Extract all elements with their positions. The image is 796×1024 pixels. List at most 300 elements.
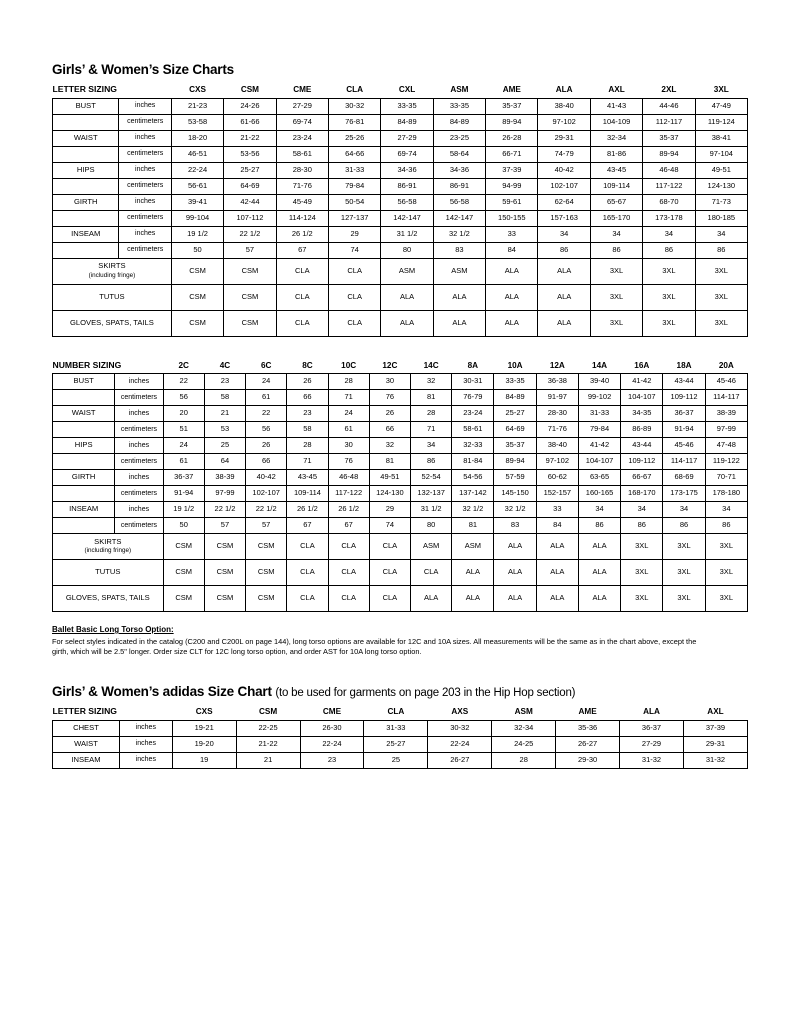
table-row [53,146,748,162]
table-cell: 32 [411,374,452,390]
table-cell: 36-37 [163,470,204,486]
table-cell: 91-97 [536,390,578,406]
table-cell: 22-24 [171,162,223,178]
table-cell: 28-30 [536,406,578,422]
row-label [53,454,115,470]
table-cell: 31-32 [620,752,684,768]
row-unit: centimeters [119,146,171,162]
table-cell: 30 [328,438,369,454]
table-cell: 71 [411,422,452,438]
table-cell: CSM [163,534,204,560]
table-cell: 97-102 [538,114,590,130]
col-header: 8C [287,359,328,374]
table-cell: 3XL [643,310,695,336]
table-cell: 86 [590,242,642,258]
row-label [53,242,119,258]
table-row [53,258,748,284]
table-cell: 22 1/2 [246,502,287,518]
table-cell: 24 [246,374,287,390]
table-cell: CSM [246,560,287,586]
table-cell: 69-74 [276,114,328,130]
col-header: AME [486,83,538,98]
table-cell: 56-58 [433,194,485,210]
table-cell: 86 [643,242,695,258]
row-label [53,210,119,226]
long-torso-note-text: For select styles indicated in the catalog (C200 and C200L on page 144), long torso options are available for 12C and 10A sizes. All measurements will be the same as in the chart above, except the girth, which will be 2.5" longer. Order size CLT for 12C long torso option, and order AST for 10A long torso option. [52,636,697,657]
table-cell: CSM [163,560,204,586]
table-cell: 24-26 [224,98,276,114]
table-cell: ALA [578,534,620,560]
table-cell: 20 [163,406,204,422]
adidas-title-main: Girls’ & Women’s adidas Size Chart [52,684,272,700]
table-cell: CLA [411,560,452,586]
table-cell: ALA [536,534,578,560]
row-label [53,518,115,534]
table-cell: 23 [204,374,245,390]
table-cell: CLA [287,534,328,560]
table-cell: CSM [204,534,245,560]
table-cell: ALA [486,258,538,284]
table-row [53,486,748,502]
table-cell: 25-27 [224,162,276,178]
row-unit: inches [119,98,171,114]
table-cell: 45-49 [276,194,328,210]
table-cell: 74-79 [538,146,590,162]
table-cell: 86-91 [433,178,485,194]
table-cell: 25-27 [494,406,536,422]
table-row [53,310,748,336]
table-cell: 3XL [643,258,695,284]
table-cell: CSM [224,258,276,284]
table-cell: 66 [369,422,410,438]
table-cell: 19 1/2 [163,502,204,518]
table-cell: 34 [538,226,590,242]
row-unit: inches [119,736,172,752]
table-cell: 47-48 [705,438,747,454]
table-cell: 80 [381,242,433,258]
table-cell: ASM [411,534,452,560]
table-cell: 3XL [663,586,705,612]
table-cell: CLA [369,586,410,612]
table-cell: 109-114 [590,178,642,194]
table-row [53,178,748,194]
table-cell: 41-42 [621,374,663,390]
table-cell: 3XL [643,284,695,310]
col-header: ASM [433,83,485,98]
table-cell: 47-49 [695,98,747,114]
col-header: AXS [428,705,492,720]
table-cell: 33 [536,502,578,518]
row-label: INSEAM [53,752,120,768]
table-cell: ALA [494,586,536,612]
table-cell: 43-45 [590,162,642,178]
col-header: 20A [705,359,747,374]
table-cell: CLA [276,284,328,310]
row-label [53,146,119,162]
table-cell: 89-94 [486,114,538,130]
row-label: WAIST [53,406,115,422]
table-cell: 117-122 [643,178,695,194]
table-cell: 81-84 [452,454,494,470]
table-cell: 58 [204,390,245,406]
row-label: BUST [53,98,119,114]
table-cell: CLA [276,258,328,284]
row-label [53,486,115,502]
table-cell: ALA [494,534,536,560]
table-cell: 79-84 [578,422,620,438]
table-cell: 52-54 [411,470,452,486]
table-cell: 58-64 [433,146,485,162]
table-cell: 41-43 [590,98,642,114]
table-cell: 64-69 [494,422,536,438]
table-cell: 76-79 [452,390,494,406]
table-row [53,470,748,486]
table-cell: 57-59 [494,470,536,486]
table-cell: 26 1/2 [328,502,369,518]
table-cell: 53-58 [171,114,223,130]
table-cell: 142-147 [433,210,485,226]
table-cell: 83 [494,518,536,534]
table-cell: 33-35 [433,98,485,114]
table-cell: 67 [328,518,369,534]
table-cell: 86 [538,242,590,258]
table-cell: 34 [695,226,747,242]
table-cell: 3XL [695,310,747,336]
adidas-table-body [53,720,748,768]
table-cell: 81-86 [590,146,642,162]
table-cell: 50-54 [328,194,380,210]
table-cell: 43-45 [287,470,328,486]
col-header: AXL [683,705,747,720]
table-cell: 34-36 [433,162,485,178]
table-cell: 33-35 [381,98,433,114]
table-cell: 29 [328,226,380,242]
table-cell: ALA [494,560,536,586]
table-cell: 49-51 [369,470,410,486]
col-header: 4C [204,359,245,374]
row-label: INSEAM [53,502,115,518]
col-header: 2C [163,359,204,374]
table-cell: 32-34 [590,130,642,146]
table-cell: 3XL [590,310,642,336]
table-cell: 32-34 [492,720,556,736]
table-cell: 39-41 [171,194,223,210]
col-header: ALA [620,705,684,720]
table-cell: 86-89 [621,422,663,438]
table-cell: 84-89 [433,114,485,130]
table-row [53,736,748,752]
table-cell: CSM [171,258,223,284]
row-unit: inches [115,502,163,518]
table-cell: ALA [536,586,578,612]
table-cell: 45-46 [705,374,747,390]
table-cell: 38-39 [204,470,245,486]
table-cell: 19 1/2 [171,226,223,242]
table-cell: ALA [433,284,485,310]
table-cell: 40-42 [538,162,590,178]
letter-sizing-table [52,83,748,337]
table-cell: 31-33 [364,720,428,736]
col-header: CLA [364,705,428,720]
number-sizing-header-label: NUMBER SIZING [53,359,164,374]
table-cell: CSM [204,560,245,586]
table-cell: 58-61 [276,146,328,162]
table-cell: 66 [246,454,287,470]
col-header: AME [556,705,620,720]
table-cell: 27-29 [620,736,684,752]
table-cell: 84 [536,518,578,534]
table-cell: 34 [663,502,705,518]
table-cell: 26 1/2 [276,226,328,242]
table-cell: 56 [246,422,287,438]
table-cell: 44-46 [643,98,695,114]
col-header: 3XL [695,83,747,98]
table-cell: 38-40 [538,98,590,114]
col-header: CME [300,705,364,720]
table-row [53,502,748,518]
table-cell: 21 [236,752,300,768]
col-header: ASM [492,705,556,720]
table-cell: ALA [381,310,433,336]
table-cell: 23-25 [433,130,485,146]
table-cell: CLA [369,534,410,560]
table-cell: 86 [578,518,620,534]
table-cell: CLA [328,560,369,586]
table-cell: 41-42 [578,438,620,454]
table-cell: 26 [287,374,328,390]
table-cell: 81 [369,454,410,470]
table-cell: 83 [433,242,485,258]
letter-table-header-row [53,83,748,98]
table-cell: ASM [381,258,433,284]
table-cell: 3XL [695,258,747,284]
table-cell: 66 [287,390,328,406]
row-label [53,422,115,438]
table-row [53,720,748,736]
table-cell: 71 [287,454,328,470]
table-cell: 86-91 [381,178,433,194]
row-unit: inches [119,194,171,210]
table-cell: 29 [369,502,410,518]
table-row [53,586,748,612]
row-label: HIPS [53,162,119,178]
table-cell: 43-44 [621,438,663,454]
table-cell: 34 [590,226,642,242]
table-cell: 35-36 [556,720,620,736]
table-cell: 3XL [663,534,705,560]
table-cell: 119-124 [695,114,747,130]
table-cell: 3XL [705,534,747,560]
table-cell: 99-104 [171,210,223,226]
row-unit: inches [115,374,163,390]
table-cell: 32 [369,438,410,454]
table-cell: 31-33 [328,162,380,178]
table-cell: 21-22 [224,130,276,146]
row-unit: inches [119,130,171,146]
row-unit: inches [115,438,163,454]
table-cell: 81 [452,518,494,534]
table-cell: 67 [287,518,328,534]
table-cell: 104-109 [590,114,642,130]
table-cell: 64-69 [224,178,276,194]
col-header: 14C [411,359,452,374]
table-cell: 26-28 [486,130,538,146]
table-cell: 3XL [663,560,705,586]
table-cell: 33 [486,226,538,242]
table-cell: 69-74 [381,146,433,162]
table-cell: 109-112 [663,390,705,406]
table-cell: 56-58 [381,194,433,210]
page-content [52,62,748,769]
table-cell: 57 [246,518,287,534]
row-unit: inches [119,226,171,242]
table-cell: 76 [369,390,410,406]
table-cell: 142-147 [381,210,433,226]
table-cell: 114-117 [705,390,747,406]
table-cell: 71-73 [695,194,747,210]
table-cell: 97-104 [695,146,747,162]
table-cell: 124-130 [369,486,410,502]
row-unit: inches [115,470,163,486]
col-header: CXS [172,705,236,720]
table-cell: 21-22 [236,736,300,752]
row-unit: inches [119,720,172,736]
row-label: WAIST [53,130,119,146]
row-label: BUST [53,374,115,390]
table-cell: 25-26 [328,130,380,146]
table-cell: 46-48 [643,162,695,178]
table-cell: 157-163 [538,210,590,226]
table-cell: 23 [300,752,364,768]
table-cell: 37-39 [683,720,747,736]
row-label: INSEAM [53,226,119,242]
table-cell: 45-46 [663,438,705,454]
table-row [53,454,748,470]
table-cell: 97-99 [705,422,747,438]
table-cell: 35-37 [486,98,538,114]
col-header: 8A [452,359,494,374]
row-label [53,390,115,406]
table-cell: CLA [328,284,380,310]
table-cell: 89-94 [494,454,536,470]
table-cell: 23 [287,406,328,422]
note-gap [52,658,748,684]
table-cell: 31 1/2 [411,502,452,518]
table-cell: 22-24 [428,736,492,752]
table-cell: 36-37 [663,406,705,422]
table-cell: 56-61 [171,178,223,194]
table-cell: CSM [163,586,204,612]
col-header: CXS [171,83,223,98]
table-cell: 49-51 [695,162,747,178]
table-cell: 91-94 [663,422,705,438]
table-cell: 178-180 [705,486,747,502]
table-cell: CLA [328,310,380,336]
table-cell: 61-66 [224,114,276,130]
table-cell: 30-32 [428,720,492,736]
table-cell: 102-107 [246,486,287,502]
adidas-title-sub: (to be used for garments on page 203 in the Hip Hop section) [275,687,576,700]
table-cell: ALA [538,310,590,336]
table-cell: ALA [486,284,538,310]
table-cell: 165-170 [590,210,642,226]
table-cell: 34-36 [381,162,433,178]
table-cell: 61 [246,390,287,406]
row-unit: centimeters [119,178,171,194]
table-cell: 63-65 [578,470,620,486]
table-cell: 71-76 [536,422,578,438]
table-cell: 59-61 [486,194,538,210]
table-cell: 3XL [705,560,747,586]
table-cell: 3XL [705,586,747,612]
table-cell: 24-25 [492,736,556,752]
table-cell: 71-76 [276,178,328,194]
adidas-sizing-table [52,705,748,769]
table-cell: 34 [411,438,452,454]
col-header: 12C [369,359,410,374]
table-cell: 51 [163,422,204,438]
table-cell: 91-94 [163,486,204,502]
table-row [53,284,748,310]
table-cell: ALA [578,560,620,586]
table-cell: 114-124 [276,210,328,226]
table-cell: 86 [621,518,663,534]
table-cell: 61 [163,454,204,470]
table-cell: 86 [411,454,452,470]
table-cell: 86 [663,518,705,534]
table-cell: CLA [369,560,410,586]
number-table-header-row [53,359,748,374]
row-unit: centimeters [115,454,163,470]
table-cell: 68-69 [663,470,705,486]
table-cell: CLA [287,586,328,612]
table-cell: 89-94 [643,146,695,162]
table-cell: 28 [411,406,452,422]
col-header: 10A [494,359,536,374]
col-header: 16A [621,359,663,374]
table-cell: 25 [364,752,428,768]
table-cell: 104-107 [621,390,663,406]
table-cell: 71 [328,390,369,406]
table-row [53,438,748,454]
table-cell: 107-112 [224,210,276,226]
row-label: CHEST [53,720,120,736]
table-cell: ALA [538,258,590,284]
table-cell: 3XL [695,284,747,310]
table-cell: CLA [328,534,369,560]
table-cell: 31 1/2 [381,226,433,242]
table-cell: 23-24 [452,406,494,422]
table-cell: 3XL [621,586,663,612]
table-cell: 65-67 [590,194,642,210]
table-cell: ALA [578,586,620,612]
adidas-table-header-row [53,705,748,720]
category-row-label: SKIRTS (including fringe) [53,534,164,560]
table-cell: 22 [163,374,204,390]
table-cell: 58 [287,422,328,438]
row-label [53,114,119,130]
number-sizing-table [52,359,748,613]
table-cell: 160-165 [578,486,620,502]
table-row [53,194,748,210]
row-label: GIRTH [53,470,115,486]
table-cell: 54-56 [452,470,494,486]
table-cell: CLA [287,560,328,586]
table-cell: 67 [276,242,328,258]
table-cell: 27-29 [276,98,328,114]
table-cell: ALA [411,586,452,612]
table-cell: 35-37 [643,130,695,146]
